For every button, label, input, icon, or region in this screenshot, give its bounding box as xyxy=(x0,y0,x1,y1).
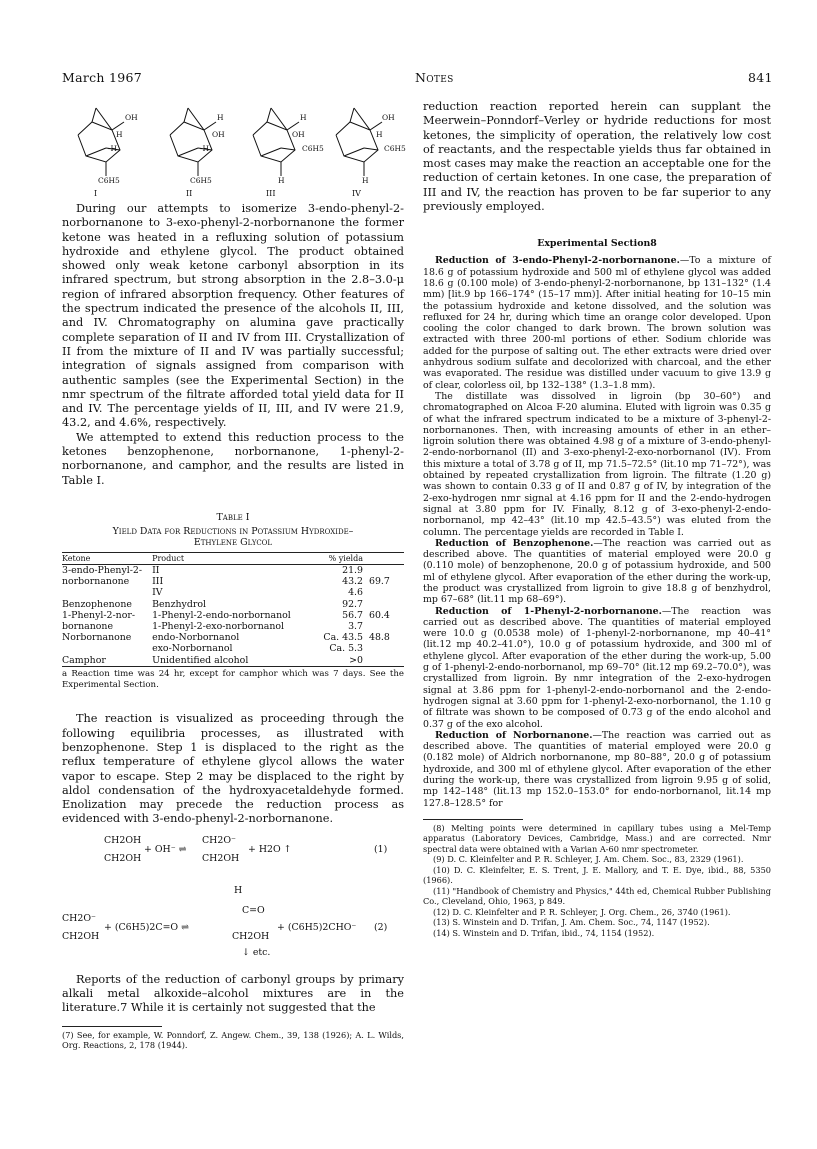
footnote: (7) See, for example, W. Ponndorf, Z. Angew. Chem., 39, 138 (1926); A. L. Wilds, Org. Reactions, 2, 178 (1944). xyxy=(62,1029,404,1051)
footnote: (9) D. C. Kleinfelter and P. R. Schleyer, J. Am. Chem. Soc., 83, 2329 (1961). xyxy=(433,854,744,865)
substituent: OH xyxy=(212,130,225,139)
paragraph-heading: Reduction of Benzophenone. xyxy=(435,537,594,549)
right-column xyxy=(423,100,771,938)
eq-term: H xyxy=(234,884,243,896)
table-cell-ketone: 1-Phenyl-2-nor- xyxy=(62,609,135,621)
eq-term: CH2O⁻ xyxy=(62,912,96,924)
paragraph-heading: Reduction of Norbornanone. xyxy=(435,729,593,741)
paragraph-text: —The reaction was carried out as described above. The quantities of material employed were 20.0 g (0.110 mole) of benzophenone, 20.0 g of potassium hydroxide, and 500 ml of ethylene glycol. After evaporation of the ether during the work-up, the product was crystallized from ligroin to give 18.8 g of benzhydrol, mp 67–68° (lit.11 mp 68–69°). xyxy=(423,537,771,606)
paragraph-text: —To a mixture of 18.6 g of potassium hydroxide and 500 ml of ethylene glycol was added 18.6 g (0.100 mole) of 3-endo-phenyl-2-norbornanone, bp 131–132° (1.4 mm) [lit.9 bp 166–174° (15–17 mm)]. After initial heating for 10–15 min the potassium hydroxide and ketone dissolved, and the solution was refluxed for 24 hr, during which time an orange color developed. Upon cooling the color changed to dark brown. The brown solution was extracted with three 200-ml portions of ether. Sodium chloride was added for the purpose of salting out. The ether extracts were dried over anhydrous sodium sulfate and decolorized with charcoal, and the ether was evaporated. The residue was distilled under vacuum to give 13.9 g of clear, colorless oil, bp 132–138° (1.3–1.8 mm). xyxy=(423,255,771,391)
table-cell-product: Benzhydrol xyxy=(152,598,206,610)
eq-term: CH2OH xyxy=(62,930,100,942)
eq-term: CH2O⁻ xyxy=(202,834,236,846)
table-cell-product: II xyxy=(152,564,160,576)
footnote: (13) S. Winstein and D. Trifan, J. Am. Chem. Soc., 74, 1147 (1952). xyxy=(433,917,710,928)
substituent: H xyxy=(300,113,307,122)
left-column xyxy=(62,100,404,1051)
table-row xyxy=(62,655,404,667)
table-cell-product: III xyxy=(152,576,164,588)
table-row xyxy=(62,643,404,654)
table-cell-yield: 3.7 xyxy=(348,620,363,632)
paragraph xyxy=(423,538,771,606)
table-cell-total: 69.7 xyxy=(369,576,390,588)
structure-label: III xyxy=(266,189,276,198)
equation-1 xyxy=(62,835,404,877)
table-cell-yield: >0 xyxy=(306,655,363,667)
substituent: OH xyxy=(382,113,395,122)
substituent: OH xyxy=(292,130,305,139)
table-cell-total xyxy=(363,621,404,632)
paragraph-text: —The reaction was carried out as described above. The quantities of material employed were 10.0 g (0.0538 mole) of 1-phenyl-2-norbornanone, mp 40–41° (lit.12 mp 40.2–41.0°), 10.0 g of potassium hydroxide, and 300 ml of ethylene glycol. After evaporation of the ether during the work-up, 5.00 g of 1-phenyl-2-endo-norbornanol, mp 69–70° (lit.12 mp 69.2–70.0°), was crystallized from ligroin. By nmr integration of the 2-exo-hydrogen signal at 3.86 ppm for 1-phenyl-2-endo-norbornanol and the 2-endo-hydrogen signal at 3.60 ppm for 1-phenyl-2-exo-norbornanol, the 1.10 g of filtrate was shown to be composed of 0.73 g of the endo alcohol and 0.37 g of the exo alcohol. xyxy=(423,605,772,730)
eq-number: (1) xyxy=(374,843,388,855)
table-caption: Table I xyxy=(216,511,250,523)
table-cell-ketone: Benzophenone xyxy=(62,598,132,610)
paragraph: Reports of the reduction of carbonyl groups by primary alkali metal alkoxide–alcohol mixtures are in the literature.7 While it is certainly not suggested that the xyxy=(62,972,404,1015)
table-cell-yield: 43.2 xyxy=(342,576,363,588)
substituent: C6H5 xyxy=(302,144,324,153)
table-cell-total xyxy=(363,643,404,654)
paragraph xyxy=(423,255,771,391)
table-row xyxy=(62,564,404,576)
substituent: H xyxy=(376,130,383,139)
substituent: C6H5 xyxy=(98,176,120,185)
substituent: H xyxy=(362,176,369,185)
eq-term: CH2OH xyxy=(104,852,142,864)
table-cell-ketone: Camphor xyxy=(62,655,152,667)
col-header: Product xyxy=(152,552,306,564)
equation-2 xyxy=(62,885,404,961)
eq-term: CH2OH xyxy=(104,834,142,846)
table-row xyxy=(62,632,404,643)
table-cell-yield: 92.7 xyxy=(342,598,363,610)
table-title-line: Yield Data for Reductions in Potassium Hydroxide– xyxy=(112,525,354,537)
paragraph-text: —The reaction was carried out as described above. The quantities of material employed were 20.0 g (0.182 mole) of Aldrich norbornanone, mp 80–88°, 20.0 g of potassium hydroxide, and 300 ml of ethylene glycol. After evaporation of the ether during the work-up, there was crystallized from ligroin 9.95 g of solid, mp 142–148° (lit.13 mp 152.0–153.0° for endo-norbornanol, lit.14 mp 127.8–128.5° for xyxy=(423,729,771,809)
table-cell-yield: 21.9 xyxy=(342,564,363,576)
footnote-rule xyxy=(62,1026,162,1027)
footnote: (10) D. C. Kleinfelter, E. S. Trent, J. E. Mallory, and T. E. Dye, ibid., 88, 5350 (1966). xyxy=(423,864,771,886)
substituent: H xyxy=(217,113,224,122)
paragraph: We attempted to extend this reduction process to the ketones benzophenone, norbornanone, 1-phenyl-2-norbornanone, and camphor, and the results are listed in Table I. xyxy=(62,430,404,487)
paragraph: reduction reaction reported herein can supplant the Meerwein–Ponndorf–Verley or hydride reductions for most ketones, the simplicity of operation, the relatively low cost of reactants, and the respectable yields thus far obtained in most cases may make the reaction an acceptable one for the reduction of certain ketones. In one case, the preparation of III and IV, the reaction has proven to be far superior to any previously employed. xyxy=(423,100,771,214)
paragraph-heading: Reduction of 1-Phenyl-2-norbornanone. xyxy=(435,605,662,617)
footnote: (8) Melting points were determined in capillary tubes using a Mel-Temp apparatus (Laboratory Devices, Cambridge, Mass.) and are corrected. Nmr spectral data were obtained with a Varian A-60 nmr spectrometer. xyxy=(423,822,771,854)
table-cell-total: 60.4 xyxy=(369,609,390,621)
table-cell-product: endo-Norbornanol xyxy=(152,632,240,644)
table-cell-ketone: bornanone xyxy=(62,620,114,632)
table-title xyxy=(62,526,404,549)
table-cell-product: exo-Norbornanol xyxy=(152,643,233,655)
table-cell-product: IV xyxy=(152,587,163,599)
eq-term: + OH⁻ ⇌ xyxy=(144,843,187,855)
table-cell-yield: 56.7 xyxy=(342,609,363,621)
table-title-line: Ethylene Glycol xyxy=(193,537,273,549)
table-cell-product: 1-Phenyl-2-exo-norbornanol xyxy=(152,620,284,632)
paragraph: During our attempts to isomerize 3-endo-phenyl-2-norbornanone to 3-exo-phenyl-2-norbornanone the former ketone was heated in a refluxing solution of potassium hydroxide and ethylene glycol. The product obtained showed only weak ketone carbonyl absorption in its infrared spectrum, but strong absorption in the 2.8–3.0-μ region of infrared absorption frequency. Other features of the spectrum indicated the presence of the alcohols II, III, and IV. Chromatography on alumina gave practically complete separation of II and IV from III. Crystallization of II from the mixture of II and IV was partially successful; integration of signals assigned from comparison with authentic samples (see the Experimental Section) in the nmr spectrum of the filtrate afforded total yield data for II and IV. The percentage yields of II, III, and IV were 21.9, 43.2, and 4.6%, respectively. xyxy=(62,202,404,430)
substituent: C6H5 xyxy=(384,144,406,153)
eq-term: ↓ etc. xyxy=(242,946,271,958)
eq-number: (2) xyxy=(374,921,388,933)
table-cell-ketone: norbornanone xyxy=(62,576,130,588)
section-name: Notes xyxy=(415,70,454,85)
table-cell-product: Unidentified alcohol xyxy=(152,655,306,667)
substituent: H xyxy=(116,130,123,139)
table-cell-yield: Ca. 43.5 xyxy=(323,632,363,644)
paragraph: The reaction is visualized as proceeding through the following equilibria processes, as illustrated with benzophenone. Step 1 is displaced to the right as the reflux temperature of ethylene glycol allows the water vapor to escape. Step 2 may be displaced to the right by aldol condensation of the hydroxyacetaldehyde formed. Enolization may precede the reduction process as evidenced with 3-endo-phenyl-2-norbornanone. xyxy=(62,712,404,826)
table-row xyxy=(62,599,404,610)
table-cell-product: 1-Phenyl-2-endo-norbornanol xyxy=(152,609,291,621)
table-cell-total xyxy=(363,655,404,667)
structure-label: I xyxy=(94,189,98,198)
footnote: (11) "Handbook of Chemistry and Physics," 44th ed, Chemical Rubber Publishing Co., Cleveland, Ohio, 1963, p 849. xyxy=(423,885,771,907)
structure-label: II xyxy=(186,189,193,198)
table-row xyxy=(62,576,404,587)
eq-term: + (C6H5)2C=O ⇌ xyxy=(104,921,189,933)
footnote-rule xyxy=(423,819,523,820)
substituent: OH xyxy=(125,113,138,122)
table-footnote: a Reaction time was 24 hr, except for camphor which was 7 days. See the Experimental Section. xyxy=(62,668,404,690)
page-number: 841 xyxy=(748,70,773,85)
col-header: % yielda xyxy=(306,552,363,564)
eq-term: + (C6H5)2CHO⁻ xyxy=(277,921,357,933)
structure-row xyxy=(62,100,404,200)
table-cell-total xyxy=(363,564,404,576)
substituent: -H xyxy=(200,144,210,153)
table-cell-ketone: Norbornanone xyxy=(62,632,132,644)
table-cell-yield: 4.6 xyxy=(348,587,363,599)
paragraph xyxy=(423,606,771,730)
table-cell-ketone xyxy=(62,643,152,654)
table-cell-ketone: 3-endo-Phenyl-2- xyxy=(62,564,143,576)
footnote-list xyxy=(423,823,771,939)
table-cell-yield: Ca. 5.3 xyxy=(329,643,363,655)
eq-term: + H2O ↑ xyxy=(248,843,292,855)
table-row xyxy=(62,587,404,598)
table-cell-total: 48.8 xyxy=(369,632,390,644)
table-cell-total xyxy=(363,599,404,610)
col-header: Ketone xyxy=(62,552,152,564)
structure-label: IV xyxy=(352,189,361,198)
footnote: (12) D. C. Kleinfelter and P. R. Schleyer, J. Org. Chem., 26, 3740 (1961). xyxy=(433,906,731,917)
table-row xyxy=(62,610,404,621)
table-row xyxy=(62,621,404,632)
eq-term: CH2OH xyxy=(202,852,240,864)
eq-term: C=O xyxy=(242,904,265,916)
yield-table xyxy=(62,552,404,667)
paragraph-heading: Reduction of 3-endo-Phenyl-2-norbornanone. xyxy=(435,255,680,267)
footnote: (14) S. Winstein and D. Trifan, ibid., 74, 1154 (1952). xyxy=(433,927,655,938)
table-cell-total xyxy=(363,587,404,598)
table-cell-ketone xyxy=(62,587,152,598)
paragraph: The distillate was dissolved in ligroin (bp 30–60°) and chromatographed on Alcoa F-20 alumina. Eluted with ligroin was 0.35 g of what the infrared spectrum indicated to be a mixture of 3-phenyl-2-norbornanones. Then, with increasing amounts of ether in an ether–ligroin solution there was obtained 4.98 g of a mixture of 3-endo-phenyl-2-endo-norbornanol (II) and 3-exo-phenyl-2-exo-norbornanol (IV). From this mixture a total of 3.78 g of II, mp 71.5–72.5° (lit.10 mp 71–72°), was obtained by repeated crystallization from ligroin. The filtrate (1.20 g) was shown to contain 0.33 g of II and 0.87 g of IV, by integration of the 2-exo-hydrogen nmr signal at 4.16 ppm for II and the 2-endo-hydrogen signal at 3.80 ppm for IV. Finally, 8.12 g of 3-exo-phenyl-2-endo-norbornanol, mp 42–43° (lit.10 mp 42.5–43.5°) was eluted from the column. The percentage yields are recorded in Table I. xyxy=(423,390,771,538)
paragraph xyxy=(423,730,771,809)
eq-term: CH2OH xyxy=(232,930,270,942)
journal-date: March 1967 xyxy=(62,70,143,85)
substituent: -H xyxy=(108,144,118,153)
substituent: H xyxy=(278,176,285,185)
experimental-heading: Experimental Section8 xyxy=(537,238,657,250)
substituent: C6H5 xyxy=(190,176,212,185)
